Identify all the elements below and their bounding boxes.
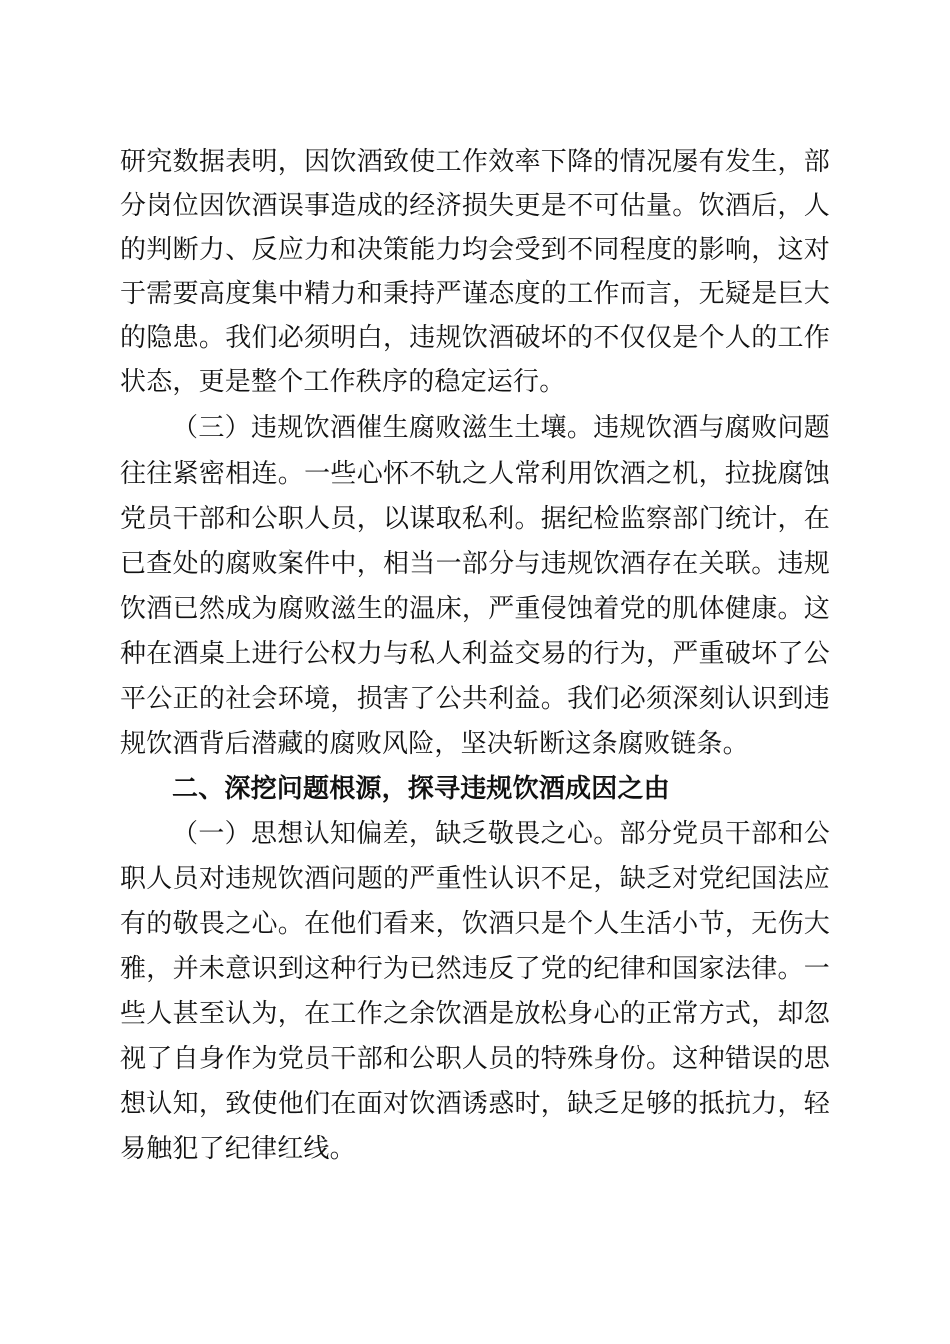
paragraph-line: 状态，更是整个工作秩序的稳定运行。 (120, 367, 566, 397)
paragraph-line: 规饮酒背后潜藏的腐败风险，坚决斩断这条腐败链条。 (120, 729, 749, 759)
paragraph-line: 于需要高度集中精力和秉持严谨态度的工作而言，无疑是巨大 (120, 279, 830, 309)
paragraph-line: 的隐患。我们必须明白，违规饮酒破坏的不仅仅是个人的工作 (120, 323, 830, 353)
paragraph-line: 的判断力、反应力和决策能力均会受到不同程度的影响，这对 (120, 235, 830, 265)
paragraph-line: 种在酒桌上进行公权力与私人利益交易的行为，严重破坏了公 (120, 639, 830, 669)
paragraph-line: 易触犯了纪律红线。 (120, 1134, 356, 1164)
paragraph-line: 研究数据表明，因饮酒致使工作效率下降的情况屡有发生，部 (120, 147, 830, 177)
paragraph-line: 已查处的腐败案件中，相当一部分与违规饮酒存在关联。违规 (120, 549, 830, 579)
paragraph-line: 分岗位因饮酒误事造成的经济损失更是不可估量。饮酒后，人 (120, 191, 830, 221)
paragraph-line: 雅，并未意识到这种行为已然违反了党的纪律和国家法律。一 (120, 954, 830, 984)
paragraph-line: 饮酒已然成为腐败滋生的温床，严重侵蚀着党的肌体健康。这 (120, 594, 830, 624)
paragraph-line: 想认知，致使他们在面对饮酒诱惑时，缺乏足够的抵抗力，轻 (120, 1089, 830, 1119)
paragraph-line: 职人员对违规饮酒问题的严重性认识不足，缺乏对党纪国法应 (120, 864, 830, 894)
paragraph-line: 平公正的社会环境，损害了公共利益。我们必须深刻认识到违 (120, 684, 830, 714)
section-heading: 二、深挖问题根源，探寻违规饮酒成因之由 (172, 774, 670, 804)
paragraph-line: 视了自身作为党员干部和公职人员的特殊身份。这种错误的思 (120, 1044, 830, 1074)
paragraph-line: （三）违规饮酒催生腐败滋生土壤。违规饮酒与腐败问题 (172, 413, 830, 443)
paragraph-line: 些人甚至认为，在工作之余饮酒是放松身心的正常方式，却忽 (120, 999, 830, 1029)
paragraph-line: （一）思想认知偏差，缺乏敬畏之心。部分党员干部和公 (172, 819, 830, 849)
paragraph-line: 往往紧密相连。一些心怀不轨之人常利用饮酒之机，拉拢腐蚀 (120, 459, 830, 489)
paragraph-line: 党员干部和公职人员，以谋取私利。据纪检监察部门统计，在 (120, 504, 830, 534)
paragraph-line: 有的敬畏之心。在他们看来，饮酒只是个人生活小节，无伤大 (120, 909, 830, 939)
